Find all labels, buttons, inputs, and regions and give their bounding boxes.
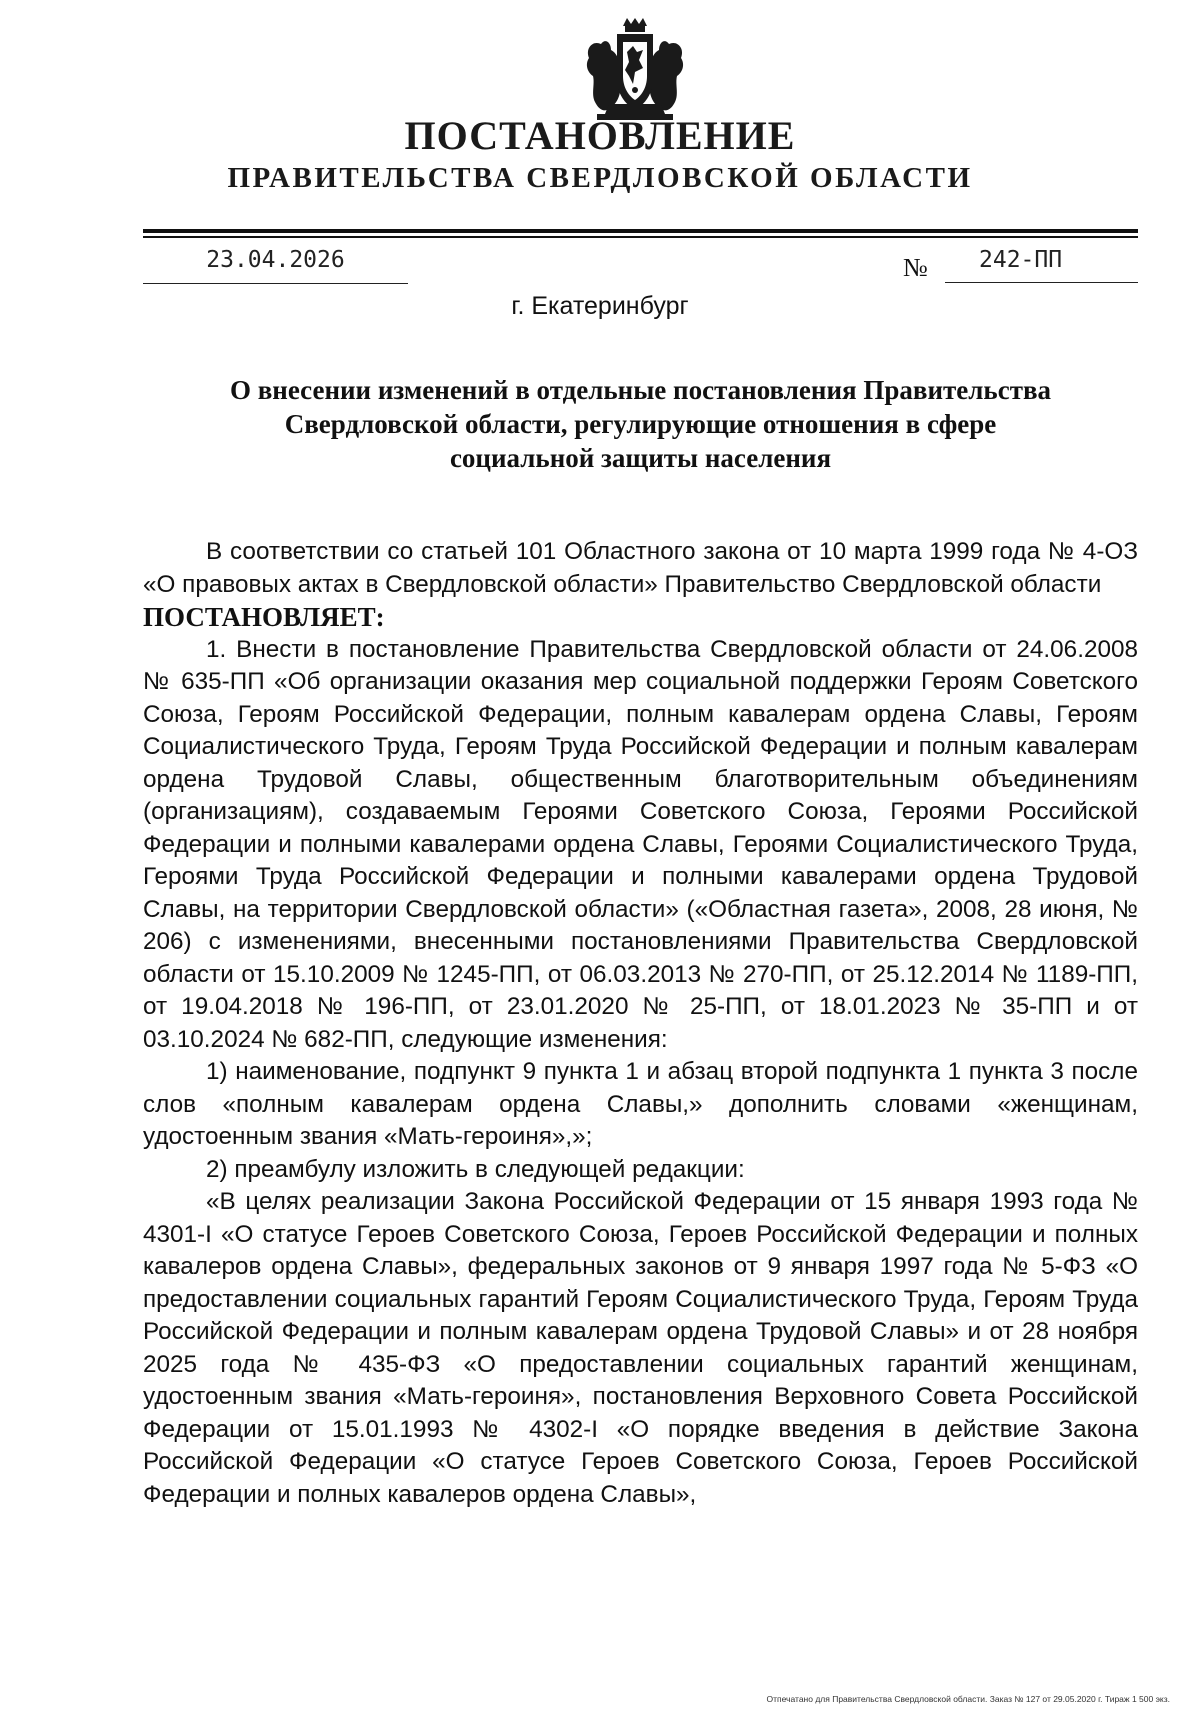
document-date: 23.04.2026 [143,247,408,284]
preamble-paragraph: В соответствии со статьей 101 Областного закона от 10 марта 1999 года № 4-ОЗ «О правовых актах в Свердловской области» Правительство Свердловской области [143,538,1138,598]
item-1-paragraph: 1. Внести в постановление Правительства Свердловской области от 24.06.2008 № 635-ПП «Об организации оказания мер социальной поддержки Героям Советского Союза, Героям Российской Федерации, полным кавалерам ордена Славы, Героям Социалистического Труда, Героям Труда Российской Федерации и полным кавалерам ордена Трудовой Славы, общественным благотворительным объединениям (организациям), создаваемым Героями Советского Союза, Героями Российской Федерации и полными кавалерами ордена Славы, Героями Социалистического Труда, Героями Труда Российской Федерации и полными кавалерами ордена Трудовой Славы, на территории Свердловской области» («Областная газета», 2008, 28 июня, № 206) с изменениями, внесенными постановлениями Правительства Свердловской области от 15.10.2009 № 1245-ПП, от 06.03.2013 № 270-ПП, от 25.12.2014 № 1189-ПП, от 19.04.2018 № 196-ПП, от 23.01.2020 № 25-ПП, от 18.01.2023 № 35-ПП и от 03.10.2024 № 682-ПП, следующие изменения: [143,635,1138,1053]
subject-line: Свердловской области, регулирующие отношения в сфере [284,409,997,439]
document-type-title: ПОСТАНОВЛЕНИЕ [404,113,796,158]
issuer-title: ПРАВИТЕЛЬСТВА СВЕРДЛОВСКОЙ ОБЛАСТИ [227,162,973,194]
document-subject [143,373,1138,475]
document-number: 242-ПП [945,247,1138,283]
number-sign: № [903,253,928,282]
document-city: г. Екатеринбург [511,292,689,320]
print-note: Отпечатано для Правительства Свердловской области. Заказ № 127 от 29.05.2020 г. Тираж 1 500 экз. [766,1694,1170,1704]
subitem-1-paragraph: 1) наименование, подпункт 9 пункта 1 и абзац второй подпункта 1 пункта 3 после слов «полным кавалерам ордена Славы,» дополнить словами «женщинам, удостоенным звания «Мать-героиня»,»; [143,1058,1138,1150]
quoted-preamble-paragraph: «В целях реализации Закона Российской Федерации от 15 января 1993 года № 4301-I «О статусе Героев Советского Союза, Героев Российской Федерации и полных кавалеров ордена Славы», федеральных законов от 9 января 1997 года № 5-ФЗ «О предоставлении социальных гарантий Героям Социалистического Труда, Героям Труда Российской Федерации и полным кавалерам ордена Трудовой Славы» и от 28 ноября 2025 года № 435-ФЗ «О предоставлении социальных гарантий женщинам, удостоенным звания «Мать-героиня», постановления Верховного Совета Российской Федерации от 15.01.1993 № 4302-I «О порядке введения в действие Закона Российской Федерации «О статусе Героев Советского Союза, Героев Российской Федерации и полных кавалеров ордена Славы», [143,1188,1138,1508]
subject-line: О внесении изменений в отдельные постановления Правительства [229,375,1052,405]
header-divider-thin [143,236,1138,238]
subitem-2-paragraph: 2) преамбулу изложить в следующей редакции: [206,1155,745,1183]
header-divider-thick [143,229,1138,233]
document-body [143,536,1138,1511]
decree-word: ПОСТАНОВЛЯЕТ: [143,602,385,632]
subject-line: социальной защиты населения [449,443,832,473]
